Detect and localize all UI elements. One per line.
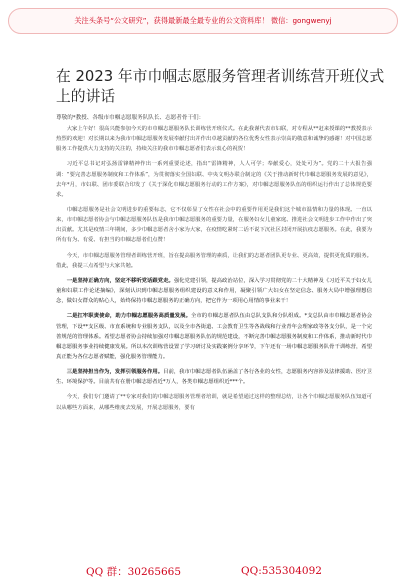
paragraph xyxy=(56,392,372,412)
qq-number: QQ:535304092 xyxy=(241,565,322,577)
paragraph-lead: 一是坚持正确方向，坚定不移听党话跟党走。 xyxy=(66,277,174,284)
paragraph xyxy=(56,276,372,306)
paragraph xyxy=(56,159,372,199)
contact-footer xyxy=(0,562,408,580)
promo-banner-text: 关注头条号“公文研究”，获得最新最全最专业的公文资料库！ 微信：gongwenyj xyxy=(74,16,332,25)
paragraph-lead: 三是坚持担当作为，发挥引领服务作用。 xyxy=(66,369,164,376)
paragraph-text: 强化党建引领，提高政治站位，深入学习贯彻党的二十大精神及《习近平关于妇女儿童和妇联工作论述摘编》，深刻认识到巾帼志愿服务组织建设的意义和作用，凝聚引领广大妇女在坚定信念、服务大局中增强理想信念，做妇女群众的贴心人，始终保持巾帼志愿服务的正确方向，把它作为一项用心用情的事业来干！ xyxy=(56,277,373,305)
promo-banner xyxy=(8,8,398,34)
paragraph-text: 全市的巾帼志愿者队伍由总队支队和分队组成。*支总队由市巾帼志愿者协会管理，下设**支区级、市直系统和专业服务支队，以及全市各街道、工会教育卫生等各战线和行业青年会理家政等各支分队，是一个完善规范的管理体系。希望志愿者协会持续加强对巾帼志愿服务队伍的规范建设，不断完善巾帼志愿服务制度和工作体系，推动新时代巾帼志愿服务事业持续健康发展。所以本次训练营设置了学习研讨及实践案例分享环节，下午还有一场巾帼志愿服务队骨干训练营，希望真正能为各位志愿者赋能，强化服务管理能力。 xyxy=(56,313,373,360)
paragraph xyxy=(56,251,372,271)
paragraph-text: 巾帼志愿服务是社会文明进步的重要标志，它不仅彰显了女性在社会中的重要作用更是我们这个城市温情和力量的体现。一直以来，市巾帼志愿者协会与巾帼志愿服务队伍是我市巾帼志愿服务的重要力量，在服务妇女儿童家庭、推进社会文明进步工作中作出了突出贡献。尤其是疫情三年期间，多少巾帼志愿者舍小家为大家，在疫情吃紧时二话不说下沉社区封闭开展抗疫志愿服务。在此，我要为所有有为、有爱、有担当的巾帼志愿者们点赞！ xyxy=(56,207,372,244)
paragraph-text: 今天，市巾帼志愿服务管理者训练营开班，旨在提高服务管理的素质，让我们的志愿者团队更专业、更高效，提供更优质的服务。借此，我提三点希望与大家共勉。 xyxy=(56,252,372,269)
paragraph-text: 大家上午好！很高兴能参加今天的市巾帼志愿服务队长训练营开班仪式。在此我谨代表市妇联，对专程从**赶来授课的**教授表示热烈的欢迎！对长期以来为我市巾帼志愿服务发展奉献付出并作出卓越贡献的各位优秀女性表示崇高的敬意和诚挚的感谢！对中国志愿服务工作提供大力支持的关注的，持续关注的我市巾帼志愿者们表示衷心的祝贺！ xyxy=(56,126,372,153)
paragraph xyxy=(56,205,372,245)
paragraph xyxy=(56,311,372,361)
document-title: 在 2023 年市巾帼志愿服务管理者训练营开班仪式上的讲话 xyxy=(56,68,385,105)
qq-group-number: QQ 群：30265665 xyxy=(86,565,182,578)
paragraph-lead: 二是扛牢职责使命，助力巾帼志愿服务高质量发展。 xyxy=(66,313,191,320)
salutation: 尊敬的*教授、各级市巾帼志愿服务队队长、志愿者骨干们： xyxy=(56,115,205,121)
paragraph xyxy=(56,124,372,154)
paragraph-text: 目前，我市巾帼志愿者队伍涵盖了各行各业的女性，志愿服务内容涉及法律援助、医疗卫生、环境保护等。目前共有在册巾帼志愿者近*万人，各类巾帼志愿组织近***个。 xyxy=(56,369,373,386)
paragraph xyxy=(56,367,372,387)
paragraph-text: 习近平总书记对弘扬雷锋精神作出一系列重要论述，指出“雷锋精神，人人可学；奉献爱心，处处可为”。党的二十大报告强调：“要完善志愿服务制度和工作体系”，为贯彻落实全国妇联、中央文明办联合制定的《关于推动新时代巾帼志愿服务发展的意见》，去年*月，市妇联、团市委联合印发了《关于深化巾帼志愿服务行动的工作方案》，对巾帼志愿服务队伍的组织运行作出了总体规范要求。 xyxy=(56,161,372,198)
document-body xyxy=(56,124,372,418)
paragraph-text: 今天，我们专门邀请了**专家对我们的巾帼志愿服务管理者培训，就是希望通过这样的整理总结，让各个巾帼志愿服务队伍知道可以从哪些方面来，从哪些维度去发展，开展志愿服务，要有 xyxy=(56,394,372,411)
